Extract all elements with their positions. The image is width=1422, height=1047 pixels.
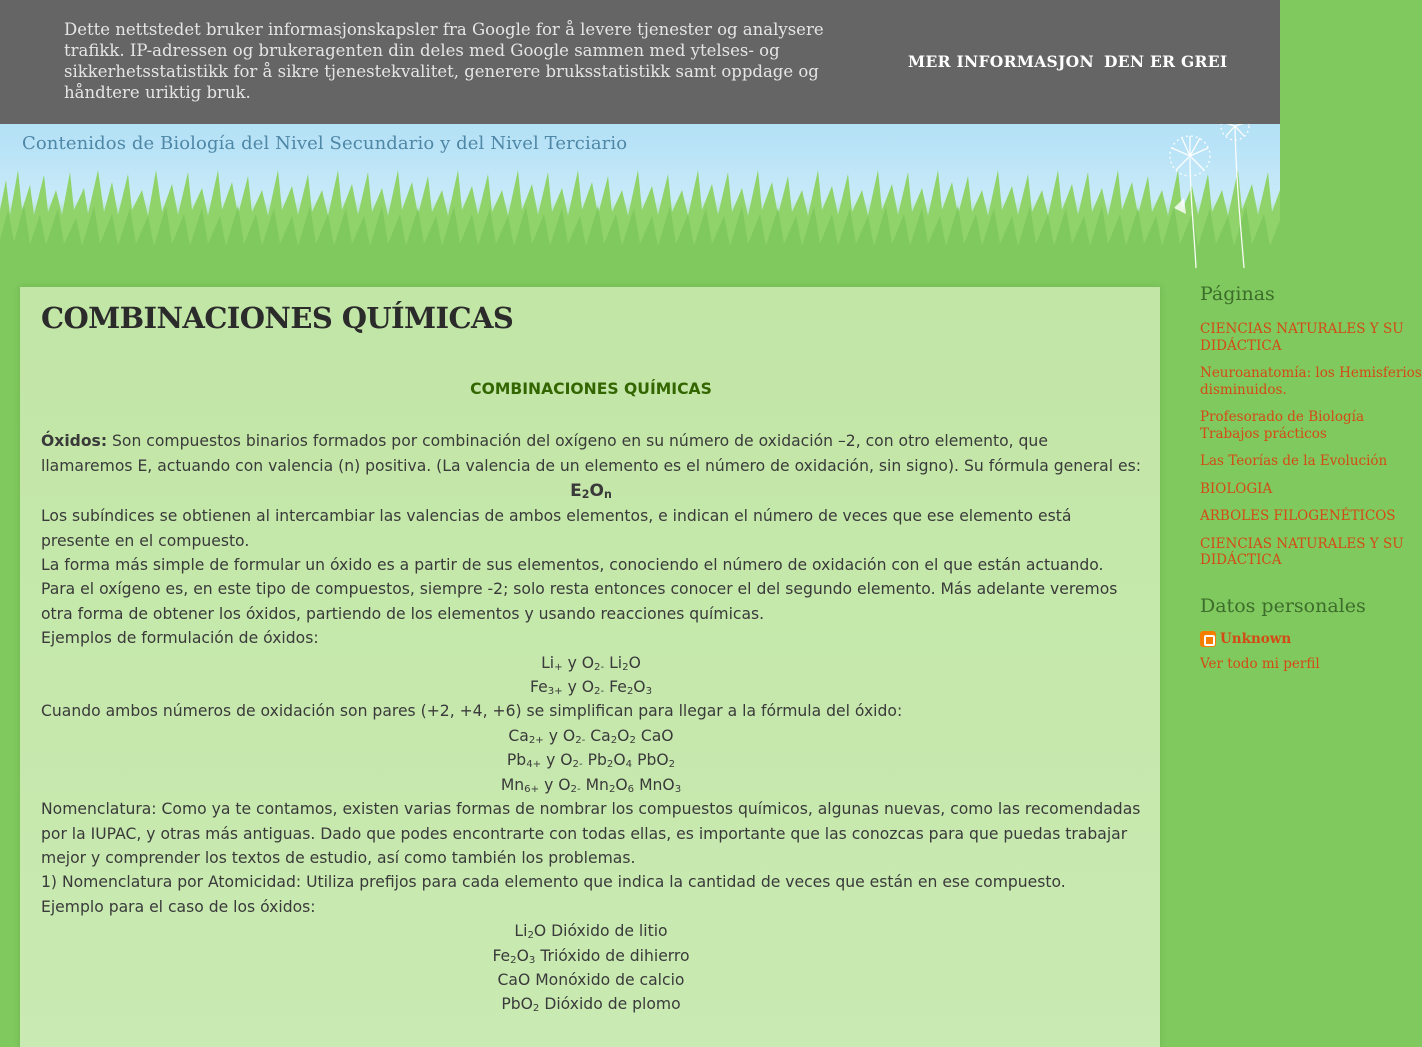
profile-row: [1200, 630, 1292, 647]
pages-heading: Páginas: [1200, 283, 1275, 305]
paragraph-nomenclatura: Nomenclatura: Como ya te contamos, existen varias formas de nombrar los compuestos químicos, algunas nuevas, como las recomendadas por la IUPAC, y otras más antiguas. Dado que podes encontrarte con todas ellas, es importante que las conozcas para que puedas trabajar mejor y comprender los textos de estudio, así como también los problemas.: [41, 800, 1141, 867]
example-cao: $Ca^{2+}$ y $O^{2-}$ $Ca_2O_2$ CaO: [508, 726, 674, 746]
paragraph-subindices: Los subíndices se obtienen al intercambiar las valencias de ambos elementos, e indican el número de veces que ese elemento está presente en el compuesto.: [41, 507, 1072, 550]
profile-heading: Datos personales: [1200, 594, 1366, 617]
paragraph-ejemplos: Ejemplos de formulación de óxidos:: [41, 629, 319, 648]
name-cao: CaO Monóxido de calcio: [497, 970, 685, 989]
blogger-icon: [1200, 631, 1216, 647]
oxidos-label: Óxidos:: [41, 432, 108, 451]
post-subheading: COMBINACIONES QUÍMICAS: [470, 380, 712, 398]
view-profile-link[interactable]: Ver todo mi perfil: [1200, 655, 1320, 672]
cookie-notice: [0, 0, 1280, 124]
example-mno3: $Mn^{6+}$ y $O^{2-}$ $Mn_2O_6$ MnO$_3$: [500, 775, 682, 795]
sidebar-link-profesorado[interactable]: Profesorado de Biología Trabajos prácticos: [1200, 409, 1365, 442]
paragraph-ejemplo-caso: Ejemplo para el caso de los óxidos:: [41, 897, 316, 916]
name-pbo2: PbO$_2$ Dióxido de plomo: [501, 995, 681, 1015]
blog-description: Contenidos de Biología del Nivel Secundario y del Nivel Terciario: [22, 133, 628, 154]
grass-decoration: [0, 170, 1280, 290]
sidebar-link-arboles[interactable]: ARBOLES FILOGENÉTICOS: [1200, 508, 1396, 524]
post-container: [20, 287, 1160, 1047]
sidebar: [1200, 283, 1422, 672]
paragraph-pares: Cuando ambos números de oxidación son pares (+2, +4, +6) se simplifican para llegar a la fórmula del óxido:: [41, 702, 903, 721]
profile-name-link[interactable]: Unknown: [1220, 630, 1292, 647]
sidebar-link-neuroanatomia[interactable]: Neuroanatomía: los Hemisferios disminuidos.: [1200, 365, 1422, 398]
post-body: [41, 377, 1141, 1017]
sidebar-link-ciencias-naturales[interactable]: CIENCIAS NATURALES Y SU DIDÁCTICA: [1200, 321, 1404, 354]
accept-cookies-button[interactable]: DEN ER GREI: [1104, 52, 1228, 71]
more-info-button[interactable]: MER INFORMASJON: [908, 52, 1094, 71]
example-pbo2: $Pb^{4+}$ y $O^{2-}$ $Pb_2O_4$ PbO$_2$: [506, 751, 676, 771]
dandelion-decoration: [1160, 118, 1280, 268]
sidebar-link-ciencias-naturales-2[interactable]: CIENCIAS NATURALES Y SU DIDÁCTICA: [1200, 535, 1404, 568]
example-li2o: Li+ y $O^{2-}$ $Li_2O$: [541, 653, 641, 673]
sidebar-link-biologia[interactable]: BIOLOGIA: [1200, 480, 1273, 497]
cookie-notice-text: Dette nettstedet bruker informasjonskapsler fra Google for å levere tjenester og analysere trafikk. IP-adressen og brukeragenten din deles med Google sammen med ytelses- og sikkerhetsstatistikk for å sikre tjenestekvalitet, generere bruksstatistikk samt oppdage og håndtere uriktig bruk.: [64, 20, 824, 102]
sidebar-link-teorias[interactable]: Las Teorías de la Evolución: [1200, 453, 1388, 469]
post-title: COMBINACIONES QUÍMICAS: [41, 301, 514, 335]
name-fe2o3: $Fe_2O_3$ Trióxido de dihierro: [492, 946, 690, 966]
paragraph-forma: La forma más simple de formular un óxido es a partir de sus elementos, conociendo el número de oxidación con el que están actuando. Para el oxígeno es, en este tipo de compuestos, siempre -2; solo resta entonces conocer el del segundo elemento. Más adelante veremos otra forma de obtener los óxidos, partiendo de los elementos y usando reacciones químicas.: [41, 556, 1118, 623]
oxidos-text: Son compuestos binarios formados por combinación del oxígeno en su número de oxidación –2, con otro elemento, que llamaremos E, actuando con valencia (n) positiva. (La valencia de un elemento es el número de oxidación, sin signo). Su fórmula general es:: [41, 432, 1141, 475]
pages-list: [1200, 321, 1422, 569]
general-formula: $E_2O_n$: [570, 481, 612, 502]
name-li2o: $Li_2O$ Dióxido de litio: [514, 922, 668, 942]
paragraph-atomicidad: 1) Nomenclatura por Atomicidad: Utiliza prefijos para cada elemento que indica la cantidad de veces que están en ese compuesto.: [41, 873, 1066, 892]
example-fe2o3: $Fe^{3+}$ y $O^{2-}$ $Fe_2O_3$: [529, 678, 653, 698]
paragraph-oxidos: [41, 429, 1141, 478]
